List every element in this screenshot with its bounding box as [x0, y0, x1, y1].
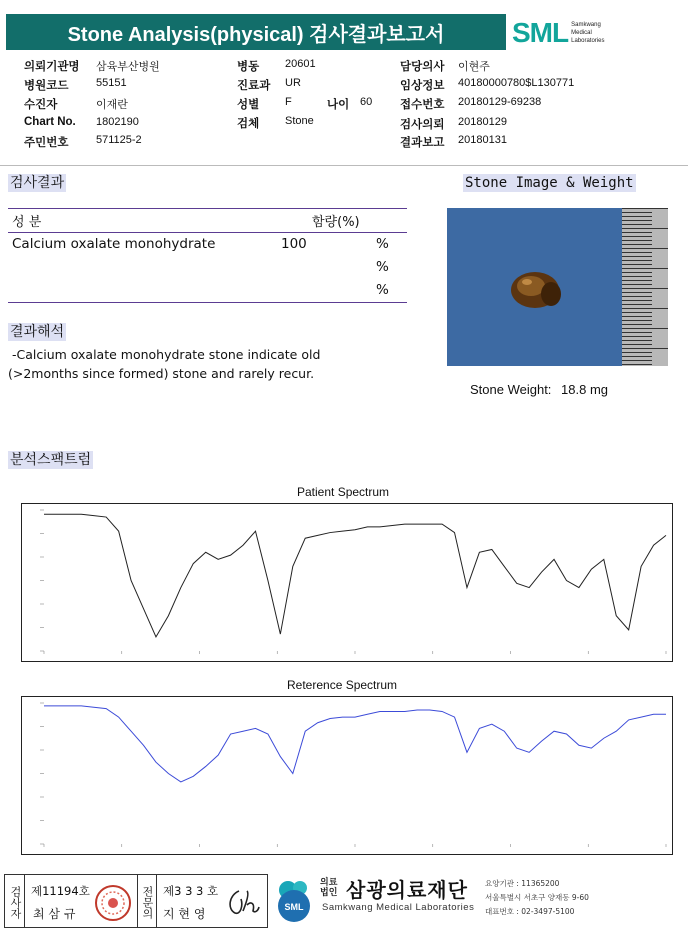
weight-label: Stone Weight: [470, 382, 552, 397]
ruler-tick [622, 268, 668, 269]
ruler-tick [622, 308, 668, 309]
ruler-tick [622, 352, 652, 353]
report-title [6, 14, 506, 50]
sml-logo [512, 16, 642, 50]
doc-label: 담당의사 [400, 61, 445, 73]
row-component: Calcium oxalate monohydrate [12, 236, 216, 252]
stone-photo [447, 208, 668, 366]
patient-spectrum-svg [22, 504, 672, 661]
interp-line1: -Calcium oxalate monohydrate stone indicate old [8, 347, 321, 362]
dept-label: 진료과 [237, 80, 271, 92]
col-component: 성 분 [12, 215, 42, 230]
recv-value: 이재란 [96, 99, 128, 111]
ruler-tick [622, 288, 668, 289]
clin-value: 40180000780$L130771 [458, 77, 575, 89]
age-value: 60 [360, 96, 373, 108]
inspector-seal [93, 883, 133, 923]
rep-value: 20180131 [458, 134, 507, 146]
logo-line2: Medical [571, 30, 592, 36]
phone: 대표번호 : 02-3497-5100 [485, 907, 575, 916]
age-label: 나이 [327, 99, 350, 111]
ruler-tick [622, 224, 652, 225]
ward-label: 병동 [237, 61, 260, 73]
col-amount: 함량(%) [312, 215, 360, 230]
logo-line3: Laboratories [571, 38, 605, 44]
footer [4, 872, 684, 930]
patient-info [0, 56, 688, 164]
interpretation-title: 결과해석 [10, 324, 65, 340]
ward-value: 20601 [285, 58, 316, 70]
ruler-tick [622, 256, 652, 257]
inspector-name: 최 삼 규 [33, 907, 76, 921]
ruler-tick [622, 260, 652, 261]
logo-subtext [571, 21, 604, 45]
sex-label: 성별 [237, 99, 260, 111]
row-value: 100 [281, 236, 307, 252]
signature-box [4, 874, 268, 928]
ruler-tick [622, 276, 652, 277]
report-title-text: Stone Analysis(physical) 검사결과보고서 [67, 23, 445, 46]
inspector-label: 검사자 [5, 875, 25, 927]
foundation-small: 의료법인 [320, 878, 338, 898]
ruler-tick [622, 240, 652, 241]
ruler-tick [622, 228, 668, 229]
clin-label: 임상정보 [400, 80, 445, 92]
code-label: 병원코드 [24, 80, 69, 92]
sex-value: F [285, 96, 292, 108]
specialist-name: 지 현 영 [163, 907, 206, 921]
foundation-en: Samkwang Medical Laboratories [322, 902, 475, 913]
ruler-tick [622, 272, 652, 273]
weight-value: 18.8 mg [561, 382, 609, 397]
results-title: 검사결과 [10, 175, 65, 191]
ruler-tick [622, 284, 652, 285]
header-divider [0, 165, 688, 166]
specialist-label: 전문의 [137, 875, 157, 927]
ruler-tick [622, 340, 652, 341]
ruler-tick [622, 248, 668, 249]
ruler-tick [622, 324, 652, 325]
spectrum-title: 분석스팩트럼 [10, 452, 92, 468]
ruler-tick [622, 364, 652, 365]
stone-image [505, 266, 569, 310]
patient-spectrum-title: Patient Spectrum [297, 485, 390, 499]
ruler-tick [622, 320, 652, 321]
ruler-tick [622, 216, 652, 217]
interp-line2: (>2months since formed) stone and rarely recur. [8, 366, 315, 381]
recv-label: 수진자 [24, 99, 58, 111]
stone-weight [470, 382, 608, 397]
logo-line1: Samkwang [571, 22, 601, 28]
table-header-line [8, 232, 407, 233]
reference-spectrum-svg [22, 697, 672, 854]
req-label: 검사의뢰 [400, 119, 445, 131]
foundation-logo-text: SML [284, 902, 304, 912]
org-value: 삼육부산병원 [96, 61, 160, 73]
ruler-tick [622, 264, 652, 265]
logo-mark: SML [512, 17, 569, 48]
patient-spectrum-chart [21, 503, 673, 662]
ruler-tick [622, 304, 652, 305]
ruler-tick [622, 252, 652, 253]
ruler-tick [622, 236, 652, 237]
inst-code: 요양기관 : 11365200 [485, 879, 560, 888]
ruler-tick [622, 232, 652, 233]
ruler-tick [622, 292, 652, 293]
image-section-title: Stone Image & Weight [465, 175, 634, 191]
table-bottom-line [8, 302, 407, 303]
ruler-tick [622, 316, 652, 317]
org-label: 의뢰기관명 [24, 61, 80, 73]
ruler-tick [622, 360, 652, 361]
reference-spectrum-title: Reterence Spectrum [287, 678, 398, 692]
ruler-tick [622, 300, 652, 301]
spectrum-line [44, 514, 666, 637]
table-top-line [8, 208, 407, 209]
row-unit: % [376, 259, 389, 275]
acc-label: 접수번호 [400, 99, 445, 111]
inspector-license: 제11194호 [31, 884, 90, 898]
specialist-license: 제3 3 3 호 [163, 884, 219, 898]
spec-value: Stone [285, 115, 314, 127]
code-value: 55151 [96, 77, 127, 89]
spec-label: 검체 [237, 118, 260, 130]
ruler [622, 208, 668, 366]
rrn-value: 571125-2 [96, 134, 142, 146]
address: 서울특별시 서초구 양재동 9-60 [485, 893, 589, 902]
ruler-tick [622, 336, 652, 337]
reference-spectrum-chart [21, 696, 673, 855]
chart-label: Chart No. [24, 116, 76, 128]
foundation-name: 삼광의료재단 [346, 878, 468, 902]
ruler-tick [622, 328, 668, 329]
ruler-tick [622, 280, 652, 281]
ruler-tick [622, 220, 652, 221]
ruler-tick [622, 312, 652, 313]
ruler-tick [622, 296, 652, 297]
ruler-tick [622, 356, 652, 357]
interpretation-text [8, 345, 320, 383]
specialist-signature [225, 885, 261, 919]
ruler-tick [622, 212, 652, 213]
dept-value: UR [285, 77, 301, 89]
rep-label: 결과보고 [400, 137, 445, 149]
row-unit: % [376, 282, 389, 298]
req-value: 20180129 [458, 116, 507, 128]
ruler-tick [622, 244, 652, 245]
ruler-tick [622, 208, 668, 209]
ruler-tick [622, 332, 652, 333]
row-unit: % [376, 236, 389, 252]
spectrum-line [44, 706, 666, 782]
chart-value: 1802190 [96, 116, 139, 128]
ruler-tick [622, 344, 652, 345]
ruler-tick [622, 348, 668, 349]
doc-value: 이현주 [458, 61, 490, 73]
acc-value: 20180129-69238 [458, 96, 542, 108]
foundation-logo-icon [272, 876, 322, 926]
rrn-label: 주민번호 [24, 137, 69, 149]
